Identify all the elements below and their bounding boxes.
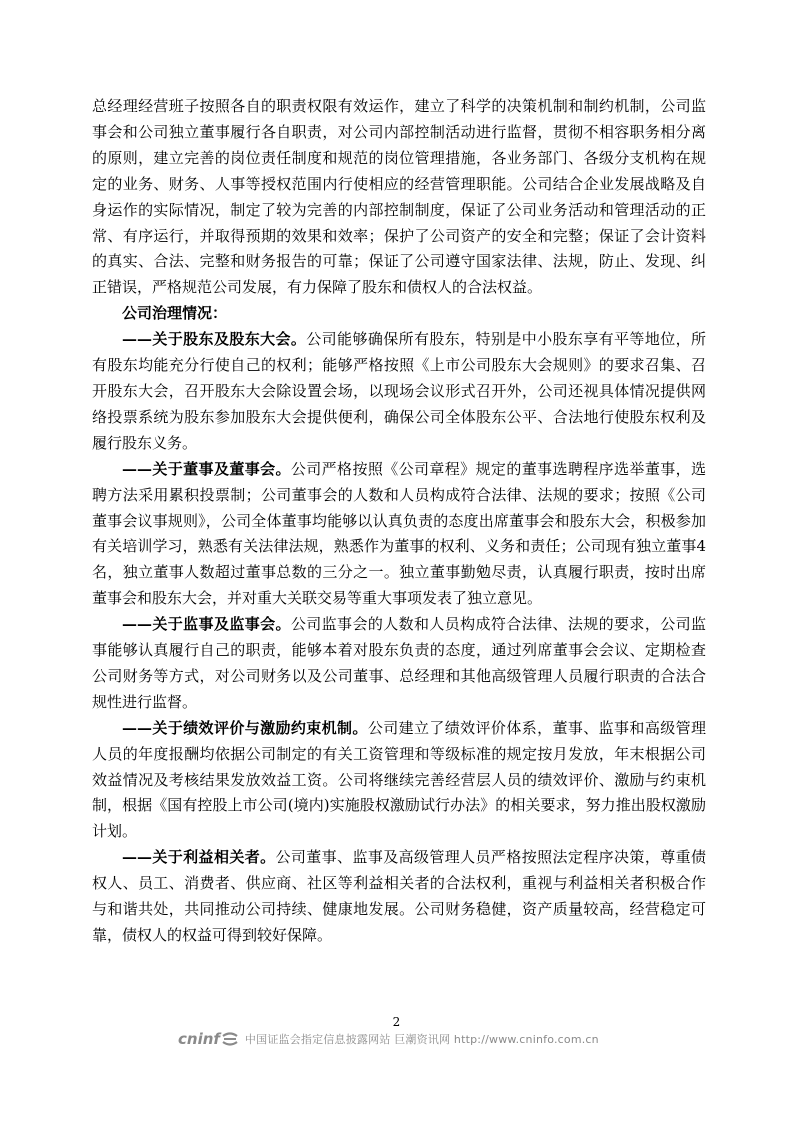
item-lead: ——关于董事及董事会。: [122, 459, 291, 478]
item-paragraph: [92, 716, 706, 846]
item-lead: ——关于监事及监事会。: [122, 615, 291, 634]
logo-swirl-icon: [221, 1032, 239, 1046]
item-paragraph: [92, 612, 706, 716]
cninfo-logo: [178, 1030, 239, 1048]
document-body: [92, 94, 706, 949]
item-body: 公司监事会的人数和人员构成符合法律、法规的要求，公司监事能够认真履行自己的职责，能够本着对股东负责的态度，通过列席董事会会议、定期检查公司财务等方式，对公司财务以及公司董事、总经理和其他高级管理人员履行职责的合法合规性进行监督。: [92, 615, 706, 711]
page-number: 2: [392, 1015, 401, 1029]
intro-paragraph: 总经理经营班子按照各自的职责权限有效运作，建立了科学的决策机制和制约机制，公司监事会和公司独立董事履行各自职责，对公司内部控制活动进行监督，贯彻不相容职务相分离的原则，建立完善的岗位责任制度和规范的岗位管理措施，各业务部门、各级分支机构在规定的业务、财务、人事等授权范围内行使相应的经营管理职能。公司结合企业发展战略及自身运作的实际情况，制定了较为完善的内部控制制度，保证了公司业务活动和管理活动的正常、有序运行，并取得预期的效果和效率；保护了公司资产的安全和完整；保证了会计资料的真实、合法、完整和财务报告的可靠；保证了公司遵守国家法律、法规，防止、发现、纠正错误，严格规范公司发展，有力保障了股东和债权人的合法权益。: [92, 97, 706, 297]
section-heading: 公司治理情况：: [122, 304, 228, 323]
item-body: 公司董事、监事及高级管理人员严格按照法定程序决策，尊重债权人、员工、消费者、供应商、社区等利益相关者的合法权利，重视与利益相关者积极合作与和谐共处，共同推动公司持续、健康地发展。公司财务稳健，资产质量较高，经营稳定可靠，债权人的权益可得到较好保障。: [92, 848, 706, 944]
footer: [178, 1030, 599, 1048]
item-lead: ——关于利益相关者。: [122, 848, 276, 867]
item-body: 公司建立了绩效评价体系，董事、监事和高级管理人员的年度报酬均依据公司制定的有关工资管理和等级标准的规定按月发放，年末根据公司效益情况及考核结果发放效益工资。公司将继续完善经营层人员的绩效评价、激励与约束机制，根据《国有控股上市公司(境内)实施股权激励试行办法》的相关要求，努力推出股权激励计划。: [92, 718, 706, 841]
item-paragraph: [92, 457, 706, 612]
logo-text: cninf: [178, 1030, 220, 1048]
item-body: 公司严格按照《公司章程》规定的董事选聘程序选举董事，选聘方法采用累积投票制；公司董事会的人数和人员构成符合法律、法规的要求；按照《公司董事会议事规则》，公司全体董事均能够以认真负责的态度出席董事会和股东大会，积极参加有关培训学习，熟悉有关法律法规，熟悉作为董事的权利、义务和责任；公司现有独立董事4名，独立董事人数超过董事总数的三分之一。独立董事勤勉尽责，认真履行职责，按时出席董事会和股东大会，并对重大关联交易等重大事项发表了独立意见。: [92, 459, 706, 608]
item-paragraph: [92, 845, 706, 949]
item-lead: ——关于股东及股东大会。: [122, 330, 307, 349]
item-paragraph: [92, 327, 706, 457]
item-body: 公司能够确保所有股东，特别是中小股东享有平等地位，所有股东均能充分行使自己的权利；能够严格按照《上市公司股东大会规则》的要求召集、召开股东大会，召开股东大会除设置会场，以现场会议形式召开外，公司还视具体情况提供网络投票系统为股东参加股东大会提供便利，确保公司全体股东公平、合法地行使股东权利及履行股东义务。: [92, 330, 706, 452]
footer-text: 中国证监会指定信息披露网站 巨潮资讯网 http://www.cninfo.com.cn: [244, 1033, 599, 1046]
item-lead: ——关于绩效评价与激励约束机制。: [122, 718, 368, 737]
